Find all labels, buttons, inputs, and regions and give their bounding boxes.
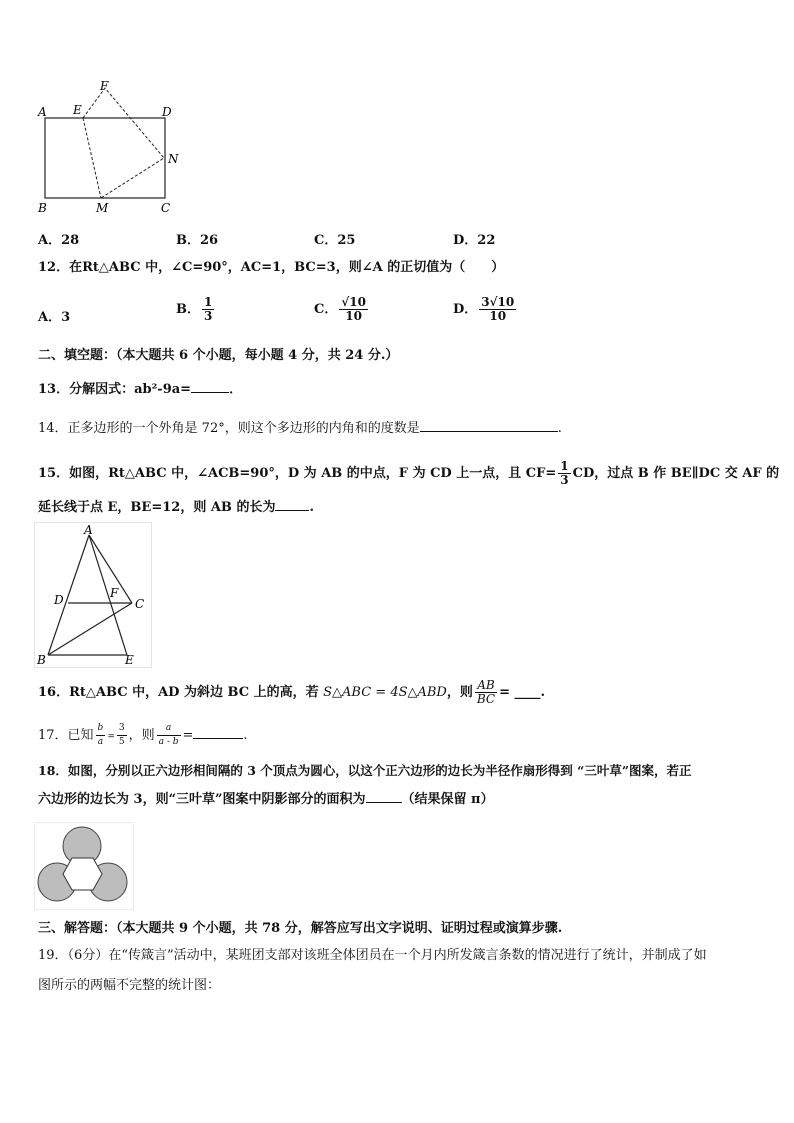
q12-option-d-label: D． bbox=[453, 302, 478, 317]
q19-line1: 19．（6分）在“传箴言”活动中，某班团支部对该班全体团员在一个月内所发箴言条数的情况进行了统计，并制成了如 bbox=[38, 948, 707, 963]
label-f: F bbox=[110, 586, 119, 600]
fraction-numerator: 1 bbox=[560, 459, 569, 473]
fold-line-em bbox=[83, 118, 101, 198]
label-d: D bbox=[162, 105, 172, 119]
q15-end: . bbox=[309, 500, 314, 515]
q11-option-d: D．22 bbox=[453, 233, 496, 248]
q15-fraction bbox=[558, 460, 570, 487]
q12-option-d-fraction bbox=[479, 296, 516, 323]
q14-text: 14．正多边形的一个外角是 72°，则这个多边形的内角和的度数是 bbox=[38, 421, 420, 436]
q18-line2 bbox=[38, 790, 494, 810]
q12-option-b-fraction bbox=[202, 296, 214, 323]
fraction-numerator: 3√10 bbox=[481, 295, 515, 309]
section-2-heading: 二、填空题：（本大题共 6 个小题，每小题 4 分，共 24 分.） bbox=[38, 348, 399, 363]
q17-answer-blank[interactable] bbox=[193, 726, 243, 739]
q12-option-c bbox=[314, 296, 370, 323]
q17-text-a: 17．已知 bbox=[38, 728, 94, 743]
clover-figure bbox=[34, 822, 134, 910]
q16-text-a: 16．Rt△ABC 中，AD 为斜边 BC 上的高，若 bbox=[38, 685, 324, 700]
q13-end: ． bbox=[229, 382, 243, 397]
q15-answer-blank[interactable] bbox=[275, 498, 309, 511]
q17-equals: = bbox=[107, 732, 115, 742]
side-bc bbox=[48, 603, 132, 655]
q12-option-b bbox=[176, 296, 216, 323]
q11-option-a: A．28 bbox=[38, 233, 80, 248]
fraction-denominator: 10 bbox=[345, 309, 362, 323]
q17-text-b: ，则 bbox=[128, 728, 155, 743]
label-a: A bbox=[84, 523, 93, 537]
q15-text-c: 延长线于点 E，BE=12，则 AB 的长为 bbox=[38, 500, 276, 515]
q15-text-b: CD，过点 B 作 BE∥DC 交 AF 的 bbox=[572, 466, 780, 481]
q17-fraction-1 bbox=[96, 722, 106, 749]
q12-option-c-label: C． bbox=[314, 302, 338, 317]
q16-text-b: ，则 bbox=[446, 685, 473, 700]
fraction-numerator: AB bbox=[475, 679, 497, 693]
q16-fraction bbox=[475, 679, 497, 706]
segment-ae bbox=[89, 535, 127, 655]
label-e: E bbox=[125, 653, 134, 667]
fraction-numerator: 1 bbox=[204, 295, 213, 309]
label-e: E bbox=[73, 103, 82, 117]
q12-stem: 12．在Rt△ABC 中，∠C=90°，AC=1，BC=3，则∠A 的正切值为（ ） bbox=[38, 260, 505, 275]
q15-text-a: 15．如图，Rt△ABC 中，∠ACB=90°，D 为 AB 的中点，F 为 CD 上一点，且 CF= bbox=[38, 466, 557, 481]
fraction-denominator: 3 bbox=[560, 473, 569, 487]
fraction-denominator: 3 bbox=[204, 309, 213, 323]
label-n: N bbox=[168, 152, 179, 166]
fraction-numerator: 3 bbox=[117, 722, 127, 736]
q17 bbox=[38, 722, 248, 749]
fraction-denominator: a - b bbox=[158, 737, 179, 747]
q16 bbox=[38, 679, 545, 706]
q11-option-b: B．26 bbox=[176, 233, 219, 248]
label-d: D bbox=[54, 593, 64, 607]
q18-text-end: （结果保留 π） bbox=[401, 792, 494, 807]
q18-line1: 18．如图，分别以正六边形相间隔的 3 个顶点为圆心，以这个正六边形的边长为半径作扇形得到 “三叶草”图案，若正 bbox=[38, 763, 692, 778]
fraction-numerator: √10 bbox=[341, 295, 366, 309]
q18-answer-blank[interactable] bbox=[366, 790, 402, 803]
fraction-denominator: BC bbox=[476, 692, 496, 706]
q14 bbox=[38, 419, 562, 439]
section-3-heading: 三、解答题：（本大题共 9 个小题，共 78 分，解答应写出文字说明、证明过程或演算步骤. bbox=[38, 921, 563, 936]
q13-answer-blank[interactable] bbox=[191, 380, 229, 393]
q13-text: 13．分解因式：ab²-9a= bbox=[38, 382, 192, 397]
q12-option-c-fraction bbox=[339, 296, 368, 323]
q17-fraction-3 bbox=[157, 722, 181, 749]
q12-option-d bbox=[453, 296, 518, 323]
q17-fraction-2 bbox=[117, 722, 127, 749]
q15-line2 bbox=[38, 498, 314, 518]
rectangle-fold-figure bbox=[34, 78, 194, 218]
q12-option-b-label: B． bbox=[176, 302, 200, 317]
label-f: F bbox=[100, 79, 109, 93]
q17-end: . bbox=[243, 728, 248, 743]
fraction-denominator: 5 bbox=[118, 737, 125, 747]
q15-line1 bbox=[38, 460, 779, 487]
q13 bbox=[38, 380, 242, 400]
q16-text-c: = ____. bbox=[499, 685, 546, 700]
fraction-denominator: a bbox=[97, 737, 104, 747]
q14-answer-blank[interactable] bbox=[420, 419, 558, 432]
q16-formula: S△ABC = 4S△ABD bbox=[323, 685, 447, 700]
fold-line-efnm bbox=[83, 88, 164, 198]
q12-option-a: A．3 bbox=[38, 310, 71, 325]
label-b: B bbox=[37, 653, 46, 667]
label-a: A bbox=[38, 105, 47, 119]
triangle-figure bbox=[34, 522, 152, 668]
q18-text: 六边形的边长为 3，则“三叶草”图案中阴影部分的面积为 bbox=[38, 792, 366, 807]
q19-line2: 图所示的两幅不完整的统计图： bbox=[38, 978, 221, 993]
q14-end: . bbox=[557, 421, 562, 436]
fraction-denominator: 10 bbox=[489, 309, 507, 323]
fraction-numerator: a bbox=[157, 722, 181, 736]
q11-option-c: C．25 bbox=[314, 233, 356, 248]
label-m: M bbox=[96, 201, 109, 215]
rectangle-abcd bbox=[45, 118, 165, 198]
label-c: C bbox=[135, 597, 145, 611]
figure-frame bbox=[35, 523, 152, 668]
label-b: B bbox=[38, 201, 47, 215]
label-c: C bbox=[161, 201, 171, 215]
fraction-numerator: b bbox=[96, 722, 106, 736]
q17-text-c: = bbox=[182, 728, 194, 743]
hexagon bbox=[63, 858, 102, 890]
